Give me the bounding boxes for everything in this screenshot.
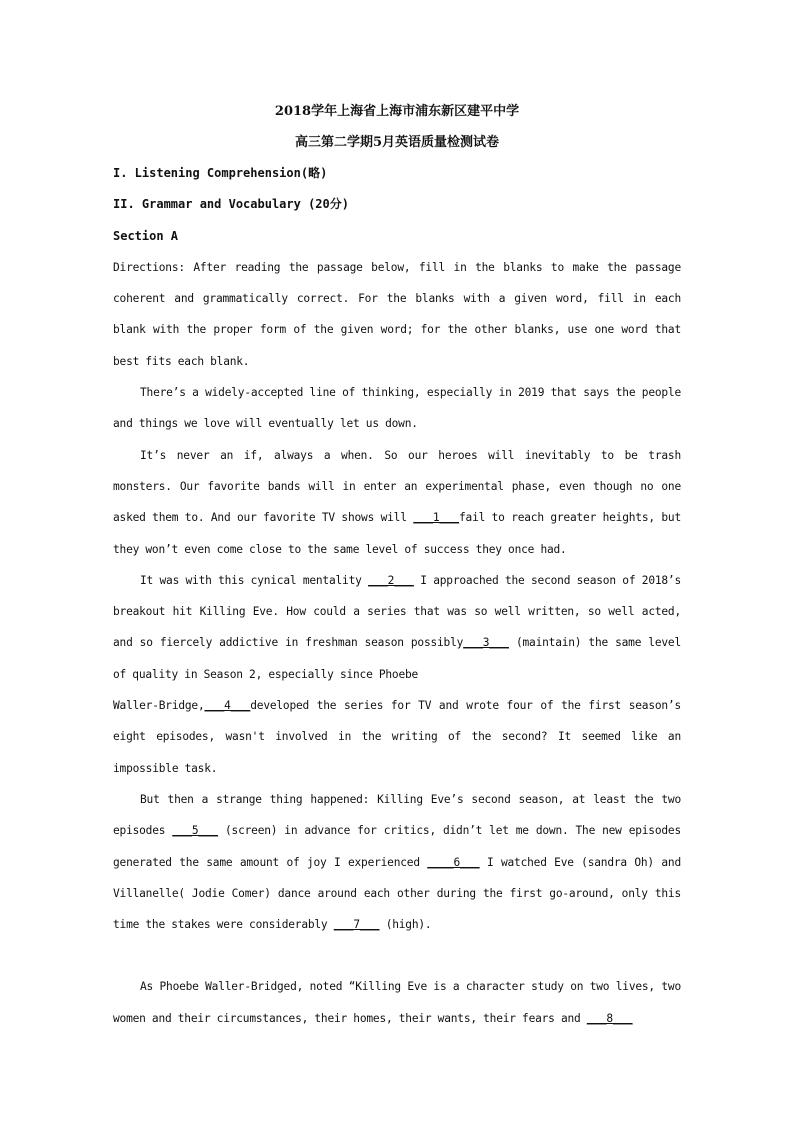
paragraph-5-text-c: I watched Eve (sandra Oh) and Villanelle( Jodie Comer) dance around each other during the first go-around, only this time the stakes were considerably [113,855,681,932]
passage-paragraph-2 [113,440,681,565]
exam-school-title: 2018学年上海省上海市浦东新区建平中学 [274,104,520,119]
listening-heading: I. Listening Comprehension(略) [113,166,328,180]
blank-2: ___2___ [368,573,414,587]
paragraph-5-text-a: But then a strange thing happened: Killing Eve’s second season, at least the two episodes [113,792,681,838]
blank-6: ____6___ [427,855,480,869]
blank-4: ___4___ [204,699,251,713]
paragraph-2-text-b: fail to reach greater heights, but they won’t even come close to the same level of success they once had. [113,511,681,556]
paragraph-2-text-a: It’s never an if, always a when. So our heroes will inevitably to be trash monsters. Our favorite bands will in enter an experimental phase, even though no one asked them to. And our favorite TV shows will [113,448,681,525]
paragraph-3-text-a: It was with this cynical mentality [140,573,369,587]
blank-8: ___8___ [586,1011,633,1025]
blank-3: ___3___ [463,636,509,650]
grammar-heading: II. Grammar and Vocabulary (20分) [113,197,349,212]
passage-paragraph-5 [113,784,681,940]
exam-paper-title: 高三第二学期5月英语质量检测试卷 [294,135,500,150]
blank-5: ___5___ [172,824,219,838]
exam-page [113,96,681,1034]
section-a-heading: Section A [113,228,179,243]
paragraph-5-text-d: (high). [379,918,432,932]
paragraph-3-text-c: (maintain) the same level of quality in Season 2, especially since Phoebe [113,636,681,681]
paragraph-spacer [113,940,681,971]
paragraph-4-text-b: developed the series for TV and wrote four of the first season’s eight episodes, wasn't involved in the writing of the second? It seemed like an impossible task. [113,699,681,775]
blank-1: ___1___ [413,511,459,525]
passage-paragraph-6 [113,971,681,1034]
paragraph-6-text-a: As Phoebe Waller-Bridged, noted “Killing Eve is a character study on two lives, two women and their circumstances, their homes, their wants, their fears and [113,980,681,1025]
passage-paragraph-4 [113,690,681,784]
directions-text: Directions: After reading the passage below, fill in the blanks to make the passage coherent and grammatically correct. For the blanks with a given word, fill in each blank with the proper form of the given word; for the other blanks, use one word that best fits each blank. [113,260,681,368]
paragraph-3-text-b: I approached the second season of 2018’s breakout hit Killing Eve. How could a series that was so well written, so well acted, and so fiercely addictive in freshman season possibly [113,573,681,650]
paragraph-4-text-a: Waller-Bridge, [113,699,205,713]
blank-7: ___7___ [333,918,380,932]
passage-paragraph-1: There’s a widely-accepted line of thinking, especially in 2019 that says the people and things we love will eventually let us down. [113,386,681,431]
paragraph-5-text-b: (screen) in advance for critics, didn’t let me down. The new episodes generated the same amount of joy I experienced [113,824,681,869]
passage-paragraph-3 [113,565,681,690]
